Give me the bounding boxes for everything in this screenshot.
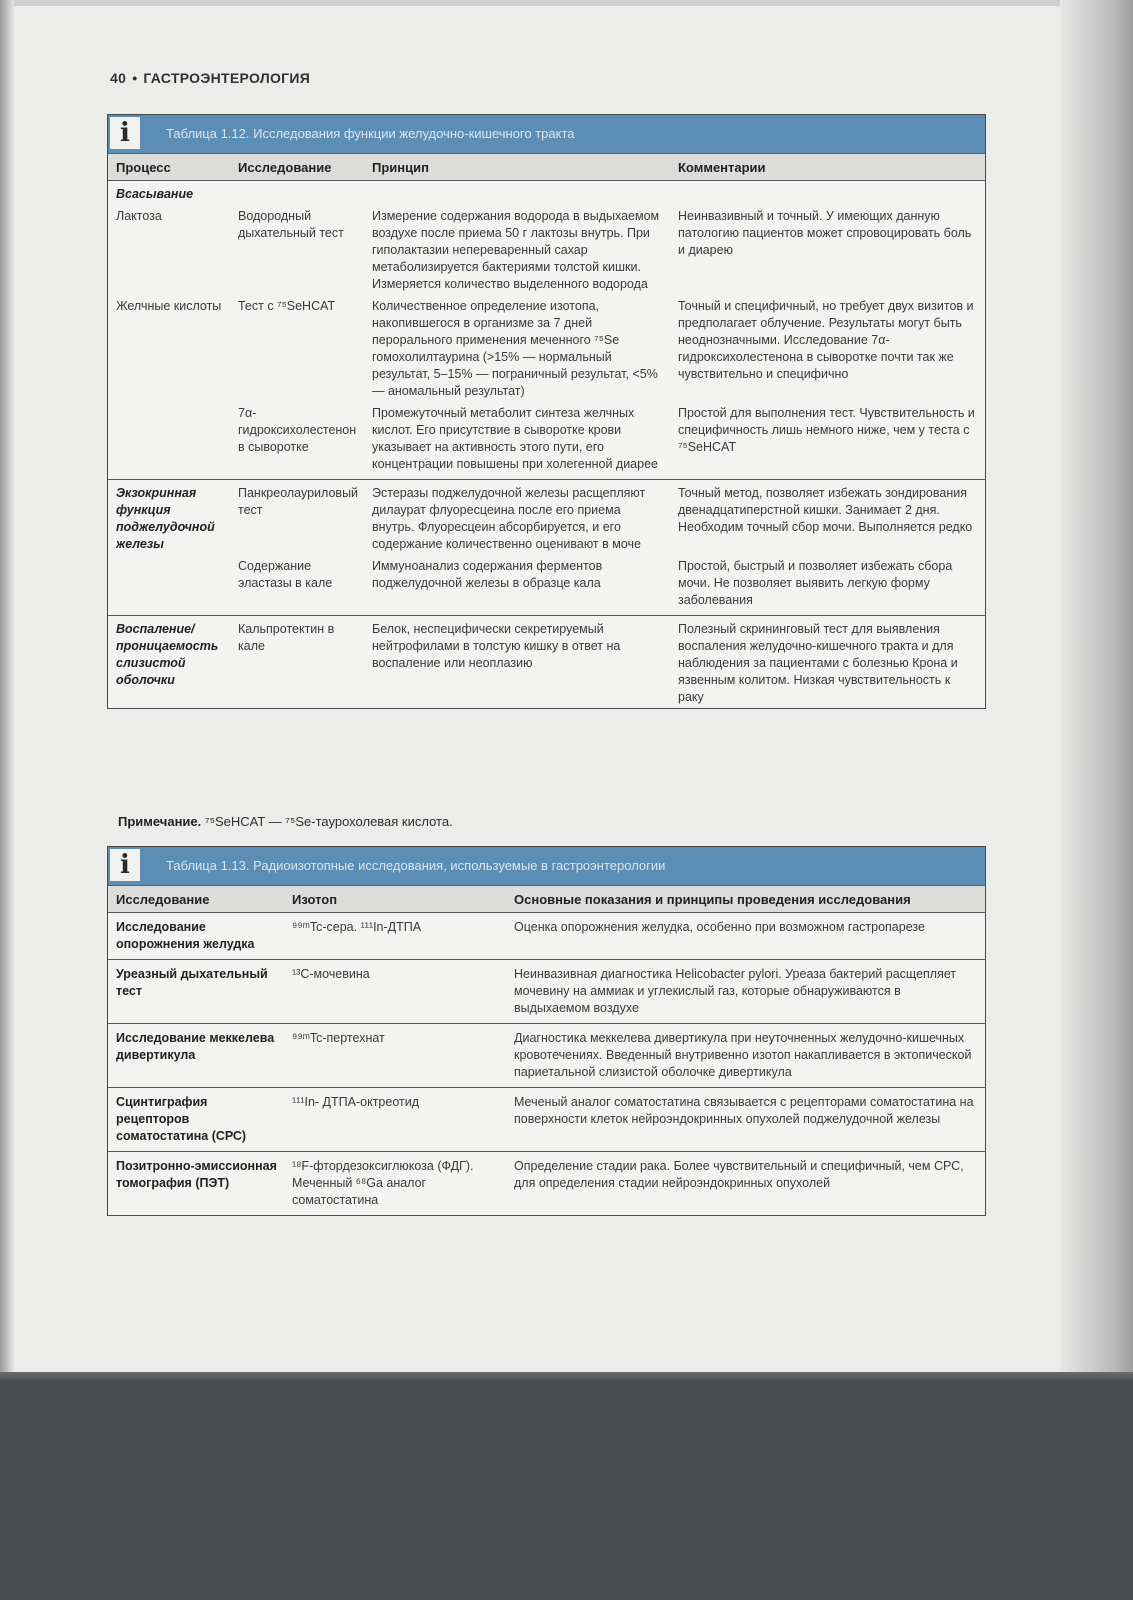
- isotope-cell: ⁹⁹ᵐTc-сера. ¹¹¹In-ДТПА: [284, 913, 506, 960]
- table-header-row: [108, 886, 985, 913]
- process-cell: [108, 402, 230, 480]
- principle-cell: Белок, неспецифически секретируемый нейтрофилами в толстую кишку в ответ на воспаление или неоплазию: [372, 622, 621, 670]
- comment-cell: Неинвазивный и точный. У имеющих данную патологию пациентов может спровоцировать боль и диарею: [678, 209, 972, 257]
- table-row: [108, 555, 985, 616]
- table-grid: [108, 886, 985, 1215]
- column-header: Процесс: [108, 154, 230, 181]
- table-title-bar: [108, 847, 985, 886]
- table-header-row: [108, 154, 985, 181]
- note-label: Примечание.: [118, 814, 202, 829]
- isotope-cell: ¹⁸F-фтордезоксиглюкоза (ФДГ). Меченный ⁶⁸Ga аналог соматостатина: [292, 1159, 474, 1207]
- column-header: Изотоп: [284, 886, 506, 913]
- comment-cell: Точный и специфичный, но требует двух визитов и предполагает облучение. Результаты могут быть неоднозначными. Исследование 7α-гидроксихолестенона в сыворотке почти так же чувствительно и специфично: [678, 299, 974, 381]
- test-cell: Водородный дыхательный тест: [238, 209, 344, 240]
- table-note: [118, 814, 453, 829]
- test-cell: Исследование опорожнения желудка: [108, 913, 284, 960]
- indication-cell: Диагностика меккелева дивертикула при неуточненных желудочно-кишечных кровотечениях. Введенный внутривенно изотоп накапливается в эктопической париетальной слизистой оболочке дивертикула: [506, 1024, 985, 1088]
- binding-shadow: [0, 0, 14, 1380]
- bullet: •: [132, 70, 138, 86]
- process-cell: Желчные кислоты: [116, 299, 222, 313]
- table-title: Таблица 1.13. Радиоизотопные исследования, используемые в гастроэнтерологии: [166, 858, 666, 873]
- table-title: Таблица 1.12. Исследования функции желудочно-кишечного тракта: [166, 126, 575, 141]
- note-text: ⁷⁵SeHCAT — ⁷⁵Se-таурохолевая кислота.: [204, 814, 453, 829]
- test-cell: Исследование меккелева дивертикула: [108, 1024, 284, 1088]
- test-cell: 7α-гидроксихолестенон в сыворотке: [230, 402, 364, 480]
- test-cell: Содержание эластазы в кале: [230, 555, 364, 616]
- table-1-13: [107, 846, 986, 1216]
- table-row: [108, 205, 985, 295]
- process-cell: Лактоза: [116, 209, 162, 223]
- info-icon: i: [110, 117, 140, 149]
- column-header: Основные показания и принципы проведения исследования: [506, 886, 985, 913]
- test-cell: Уреазный дыхательный тест: [108, 960, 284, 1024]
- test-cell: Кальпротектин в кале: [238, 622, 335, 653]
- group-label: Всасывание: [116, 187, 194, 201]
- test-cell: Тест с ⁷⁵SeHCAT: [238, 299, 336, 313]
- page-number: 40: [110, 70, 127, 86]
- indication-cell: Определение стадии рака. Более чувствительный и специфичный, чем СРС, для определения стадии нейроэндокринных опухолей: [514, 1159, 964, 1190]
- table-row: [108, 1024, 985, 1088]
- table-row: [108, 1088, 985, 1152]
- comment-cell: Простой, быстрый и позволяет избежать сбора мочи. Не позволяет выявить легкую форму заболевания: [670, 555, 985, 616]
- test-cell: Позитронно-эмиссионная томография (ПЭТ): [116, 1159, 277, 1190]
- test-cell: Панкреолауриловый тест: [238, 486, 359, 517]
- table-row: [108, 480, 985, 556]
- table-row: [108, 913, 985, 960]
- page-edge-shade: [1060, 0, 1133, 1380]
- table-grid: [108, 154, 985, 708]
- principle-cell: Эстеразы поджелудочной железы расщепляют дилаурат флуоресцеина после его приема внутрь. Флуоресцеин абсорбируется, и его содержание количественно оценивают в моче: [372, 486, 646, 551]
- column-header: Исследование: [230, 154, 364, 181]
- indication-cell: Оценка опорожнения желудка, особенно при возможном гастропарезе: [506, 913, 985, 960]
- table-row: [108, 181, 985, 206]
- comment-cell: Простой для выполнения тест. Чувствительность и специфичность лишь немного ниже, чем у теста с ⁷⁵SeHCAT: [670, 402, 985, 480]
- info-icon: i: [110, 849, 140, 881]
- principle-cell: Количественное определение изотопа, накопившегося в организме за 7 дней перорального применения меченного ⁷⁵Se гомохолилтаурина (>15% — нормальный результат, 5–15% — пограничный результат, <5% — аномальный результат): [372, 299, 658, 398]
- indication-cell: Меченый аналог соматостатина связывается с рецепторами соматостатина на поверхности клеток нейроэндокринных опухолей поджелудочной железы: [506, 1088, 985, 1152]
- isotope-cell: ⁹⁹ᵐTc-пертехнат: [284, 1024, 506, 1088]
- comment-cell: Полезный скрининговый тест для выявления воспаления желудочно-кишечного тракта и для наблюдения за пациентами с болезнью Крона и язвенным колитом. Низкая чувствительность к раку: [678, 622, 958, 704]
- process-cell: [108, 555, 230, 616]
- section-title: ГАСТРОЭНТЕРОЛОГИЯ: [143, 70, 311, 86]
- table-row: [108, 616, 985, 709]
- principle-cell: Иммуноанализ содержания ферментов поджелудочной железы в образце кала: [364, 555, 670, 616]
- process-cell: Экзокринная функция поджелудочной железы: [116, 486, 215, 551]
- process-cell: Воспаление/ проницаемость слизистой оболочки: [116, 622, 219, 687]
- comment-cell: Точный метод, позволяет избежать зондирования двенадцатиперстной кишки. Занимает 2 дня. Необходим точный сбор мочи. Выполняется редко: [678, 486, 973, 534]
- isotope-cell: ¹³C-мочевина: [284, 960, 506, 1024]
- principle-cell: Измерение содержания водорода в выдыхаемом воздухе после приема 50 г лактозы внутрь. При гиполактазии непереваренный сахар метаболизируется бактериями толстой кишки. Измеряется количество выделенного водорода: [372, 209, 660, 291]
- running-head: [110, 70, 310, 86]
- principle-cell: Промежуточный метаболит синтеза желчных кислот. Его присутствие в сыворотке крови указывает на активность этого пути, его концентрации повышены при холегенной диарее: [364, 402, 670, 480]
- column-header: Принцип: [364, 154, 670, 181]
- table-1-12: [107, 114, 986, 709]
- table-row: [108, 960, 985, 1024]
- isotope-cell: ¹¹¹In- ДТПА-октреотид: [284, 1088, 506, 1152]
- table-row: [108, 295, 985, 402]
- table-title-bar: [108, 115, 985, 154]
- indication-cell: Неинвазивная диагностика Helicobacter pylori. Уреаза бактерий расщепляет мочевину на аммиак и углекислый газ, которые обнаруживаются в выдыхаемом воздухе: [506, 960, 985, 1024]
- column-header: Исследование: [108, 886, 284, 913]
- test-cell: Сцинтиграфия рецепторов соматостатина (СРС): [108, 1088, 284, 1152]
- table-row: [108, 1152, 985, 1216]
- column-header: Комментарии: [670, 154, 985, 181]
- scan-background: [0, 1372, 1133, 1600]
- table-row: [108, 402, 985, 480]
